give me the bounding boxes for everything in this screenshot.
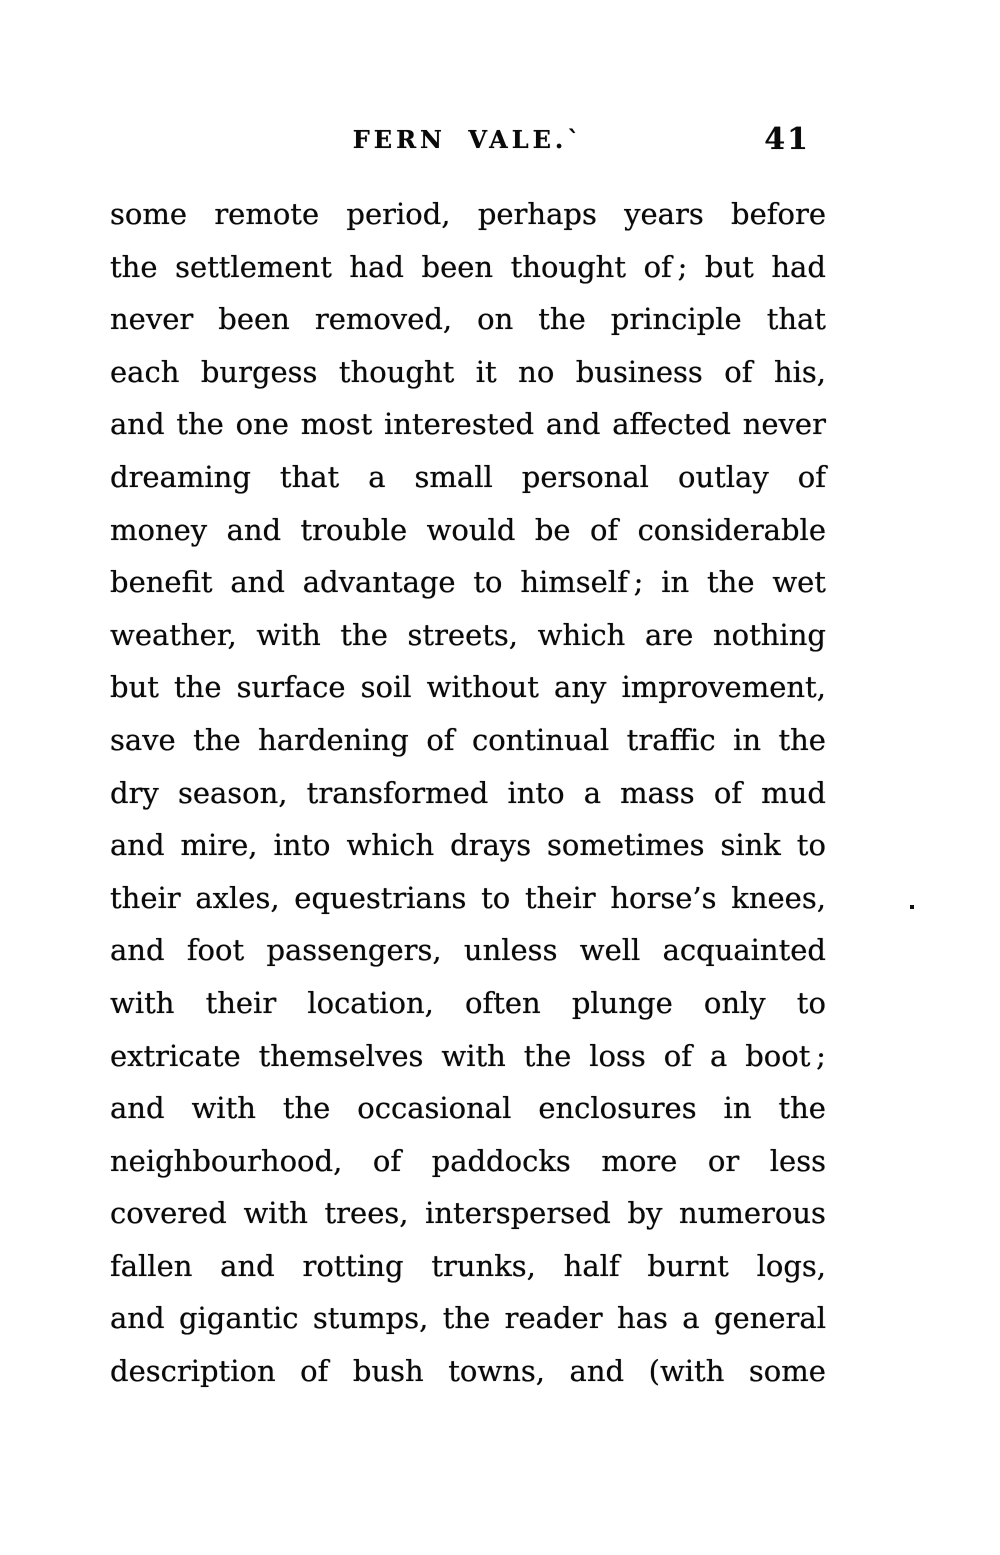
word: would [426,512,516,547]
word: most [300,407,373,442]
word: one [235,407,289,442]
word: but [110,670,159,705]
word: with [441,1038,506,1073]
word: interested [384,407,535,442]
word: foot [186,933,245,968]
word: of [724,354,753,389]
word: a [709,1038,728,1073]
word: passengers, [266,933,442,968]
word: without [426,670,539,705]
word: of [300,1354,329,1389]
word: of [663,1038,692,1073]
word: which [346,828,435,863]
word: small [414,459,493,494]
text-line [110,188,826,241]
text-line [110,714,826,767]
word: the [193,722,241,757]
word: mud [761,775,826,810]
word: it [475,354,497,389]
word: to [796,828,826,863]
word: has [616,1301,668,1336]
word: acquainted [662,933,826,968]
word: wet [772,565,826,600]
word: and [110,407,165,442]
word: years [624,197,704,231]
word: improvement, [621,670,826,705]
word: numerous [679,1196,826,1231]
word: half [563,1248,620,1283]
word: more [601,1143,678,1178]
word: the [340,617,388,652]
word: streets, [407,617,519,652]
word: no [518,354,555,389]
word: on [477,302,514,337]
word: their [110,880,181,915]
word: the [778,1091,826,1126]
word: dreaming [110,459,251,494]
word: benefit [110,565,213,600]
word: to [473,565,503,600]
word: into [507,775,565,810]
text-line [110,241,826,294]
text-line [110,924,826,977]
word: the [282,1091,331,1126]
word: unless [463,933,558,968]
word: of [797,459,826,494]
text-line [110,1030,826,1083]
word: and [545,407,601,442]
word: themselves [258,1038,424,1073]
word: himself ; [520,565,644,600]
word: boot ; [745,1038,826,1073]
word: are [645,617,694,652]
text-line [110,293,826,346]
word: trees, [324,1196,409,1231]
word: a [583,775,601,810]
word: and [226,512,282,547]
word: and [110,933,165,968]
word: and [110,1091,165,1126]
word: the [442,1301,491,1336]
word: of ; [643,249,688,284]
word: money [110,512,208,547]
word: had [771,249,826,284]
ink-speck [910,905,914,909]
text-line [110,398,826,451]
text-line [110,609,826,662]
word: sink [720,828,781,863]
word: transformed [306,775,489,810]
word: thought [338,354,455,389]
word: principle [610,302,742,337]
word: paddocks [431,1143,571,1178]
word: only [703,985,766,1020]
word: loss [589,1038,646,1073]
word: business [575,354,703,389]
word: logs, [756,1248,826,1283]
word: his, [773,354,826,389]
word: (with [648,1354,725,1389]
word: and [220,1248,275,1283]
page-number: 41 [764,122,810,157]
word: outlay [677,459,769,494]
word: hardening [258,722,409,757]
word: advantage [302,565,456,600]
word: knees, [731,880,826,915]
word: removed, [314,302,453,337]
word: remote [214,197,320,231]
word: been [218,302,290,337]
text-line [110,1187,826,1240]
word: perhaps [477,197,597,231]
word: sometimes [547,828,705,863]
word: with [110,985,175,1020]
text-line [110,504,826,557]
word: before [731,197,826,231]
word: surface [236,670,346,705]
word: the [778,722,826,757]
word: plunge [571,985,673,1020]
word: personal [521,459,649,494]
word: save [110,722,176,757]
word: mire, [180,828,258,863]
word: general [713,1301,826,1336]
text-line [110,1345,826,1398]
word: location, [307,985,434,1020]
word: burnt [647,1248,729,1283]
word: often [465,985,541,1020]
word: trunks, [431,1248,536,1283]
word: nothing [712,617,826,652]
word: and [230,565,285,600]
word: a [368,459,386,494]
word: which [537,617,626,652]
word: fallen [110,1248,193,1283]
word: with [191,1091,256,1126]
word: a [682,1301,700,1336]
word: drays [450,828,532,863]
word: by [627,1196,663,1231]
word: axles, [195,880,280,915]
word: the [538,302,586,337]
word: each [110,354,180,389]
text-line [110,977,826,1030]
text-line [110,451,826,504]
text-line [110,556,826,609]
word: dry [110,775,159,810]
word: interspersed [425,1196,611,1231]
word: period, [346,197,451,231]
word: had [349,249,404,284]
word: some [748,1354,826,1389]
word: of [426,722,455,757]
word: be [534,512,571,547]
word: in [723,1091,752,1126]
word: the [707,565,755,600]
text-line [110,1240,826,1293]
text-line [110,1082,826,1135]
text-line [110,346,826,399]
word: bush [352,1354,424,1389]
text-line [110,1292,826,1345]
word: of [589,512,619,547]
word: extricate [110,1038,241,1073]
word: with [243,1196,308,1231]
word: season, [177,775,288,810]
word: the [523,1038,572,1073]
page-header [110,118,826,162]
word: horse’s [610,880,717,915]
word: and [110,1301,165,1336]
word: been [421,249,494,284]
word: equestrians [294,880,467,915]
running-title: FERN VALE.` [352,125,584,154]
word: reader [504,1301,603,1336]
word: mass [620,775,695,810]
word: towns, [448,1354,545,1389]
word: or [707,1143,740,1178]
word: trouble [300,512,408,547]
word: well [579,933,641,968]
word: soil [360,670,412,705]
word: and [110,828,165,863]
word: burgess [200,354,318,389]
word: less [769,1143,826,1178]
word: the [174,670,222,705]
word: with [256,617,321,652]
word: considerable [637,512,826,547]
word: settlement [175,249,332,284]
word: their [524,880,596,915]
word: but [704,249,754,284]
word: gigantic [178,1301,299,1336]
word: rotting [302,1248,404,1283]
word: the [176,407,224,442]
word: in [733,722,762,757]
word: occasional [357,1091,512,1126]
text-line [110,872,826,925]
word: covered [110,1196,227,1231]
word: in [661,565,690,600]
word: their [205,985,277,1020]
word: traffic [626,722,716,757]
word: and [569,1354,625,1389]
text-line [110,1135,826,1188]
word: enclosures [538,1091,697,1126]
word: the [110,249,158,284]
word: of [372,1143,402,1178]
word: thought [510,249,627,284]
word: to [481,880,511,915]
word: stumps, [312,1301,429,1336]
word: affected [612,407,731,442]
word: continual [471,722,610,757]
word: weather, [110,617,237,652]
text-line [110,819,826,872]
body-text [110,188,826,1398]
word: that [279,459,340,494]
word: never [742,407,826,442]
text-line [110,661,826,714]
word: into [273,828,331,863]
word: description [110,1354,276,1389]
word: of [713,775,743,810]
word: to [796,985,826,1020]
word: that [766,302,826,337]
word: never [110,302,194,337]
word: neighbourhood, [110,1143,343,1178]
text-line [110,767,826,820]
word: some [110,197,188,231]
word: any [554,670,607,705]
